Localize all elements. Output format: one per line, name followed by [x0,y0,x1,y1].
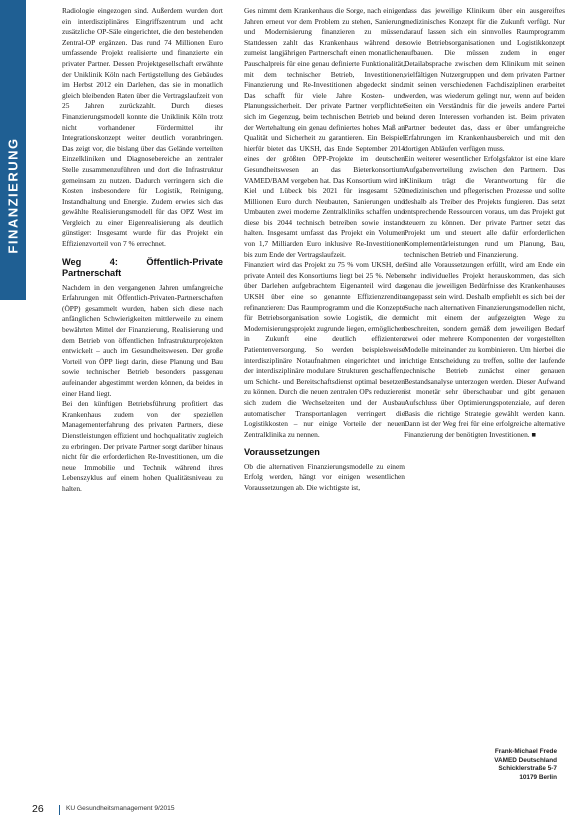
page-number: 26 [32,803,44,815]
author-name: Frank-Michael Frede [494,748,557,755]
footer-divider [59,805,60,815]
text-column-3 [404,6,565,440]
paragraph: Ein weiterer wesentlicher Erfolgsfaktor ist eine klare Aufgabenverteilung zwischen den Partnern. Das Klinikum trägt die Verantwortung für die medizinischen und pflegerischen Prozesse und sollte deshalb als Treiber des Projekts fungieren. Das setzt entsprechende Ressourcen voraus, um das Projekt gut steuern zu können. Der private Partner setzt das Projekt um und steuert alle dafür erforderlichen Komplementärleistungen rund um Planung, Bau, technischen Betrieb und Finanzierung. [404,154,565,259]
paragraph: Ob die alternativen Finanzierungsmodelle zu einem Erfolg werden, hängt vor einigen wesentlichen Voraussetzungen ab. Die wichtigste ist, [244,461,405,493]
paragraph: Bei den künftigen Betriebsführung profitiert das Krankenhaus zudem von der speziellen Managementerfahrung des privaten Partners, diese Dienstleistungen effizient und hochqualitativ zugleich zu erbringen. Der private Partner sorgt darüber hinaus nicht für die erforderlichen Re-Investitionen, um die neue Immobilie und Technik während ihres Lebenszyklus auf einem hohen Qualitätsniveau zu halten. [62,399,223,493]
author-company: VAMED Deutschland [494,756,557,764]
section-heading: Voraussetzungen [244,447,320,458]
paragraph: Sind alle Voraussetzungen erfüllt, wird am Ende ein sehr individuelles Projekt herauskommen, das sich genau die jeweiligen Bedürfnisse des Krankenhauses angepasst sein wird. Deshalb empfiehlt es sich bei der Suche nach alternativen Finanzierungsmodellen nicht, nicht mit einem der aufgezeigten Wege zu beschreiten, sondern gemäß dem jeweiligen Bedarf zwei oder mehrere Komponenten der vorgestellten Modelle miteinander zu kombinieren. Um hierbei die richtige Entscheidung zu treffen, sollte der laufende technische Betrieb zunächst einer genauen Bestandsanalyse unterzogen werden. Dieser Aufwand ist monetär sehr überschaubar und gibt genauen Aufschluss über Optimierungspotenziale, auf deren Basis die richtige Strategie gewählt werden kann. Dann ist der Weg frei für eine erfolgreiche alternative Finanzierung der benötigten Investitionen. ■ [404,260,565,439]
paragraph: Nachdem in den vergangenen Jahren umfangreiche Erfahrungen mit Öffentlich-Privaten-Partnerschaften (ÖPP) gesammelt wurden, haben sich diese nach anfänglichen Schwierigkeiten mittlerweile zu einem bewährten Mittel der Finanzierung, Realisierung und dem Betrieb von öffentlichen Infrastrukturprojekten entwickelt – auch im Gesundheitswesen. Der große Vorteil von ÖPP liegt darin, diese Planung und Bau sowie technischer Betrieb besonders passgenau aufeinander abgestimmt werden können, da beides in einer Hand liegt. [62,282,223,398]
author-block [494,748,557,782]
paragraph: Ges nimmt dem Krankenhaus die Sorge, nach einigen Jahren erneut vor dem Problem zu stehen, Sanierung und Modernisierung finanzieren zu müssen. Stattdessen zahlt das Krankenhaus während der zumeist langjährigen Partnerschaft einen monatlichen Pauschalpreis für eine genau definierte Funktionalität, mit dem technischer Betrieb, Investitionen, Finanzierung und Re-Investitionen abgedeckt sind. Das schafft für viele Jahre Kosten- und Planungssicherheit. Der private Partner verpflichtet sich im Gegenzug, beim technischen Betrieb und bei der Wertehaltung ein genau definiertes hohes Maß an Qualität und Sicherheit zu garantieren. Ein Beispiel hierfür bietet das UKSH, das Ende September 2014 eines der größten ÖPP-Projekte im deutschen Gesundheitswesen an das Bieterkonsortium VAMED/BAM vergeben hat. Das Konsortium wird in Kiel und Lübeck bis 2021 für insgesamt 520 Millionen Euro durch Neubauten, Sanierungen und Umbauten zwei moderne Zentralkliniks schaffen und diese bis 2044 technisch betreiben sowie instand halten. Insgesamt umfasst das Projekt ein Volumen von 1,7 Milliarden Euro inklusive Re-Investitionen bis zum Ende der Vertragslaufzeit. [244,6,405,259]
section-heading: Weg 4: Öffentlich-Private Partnerschaft [62,256,223,279]
paragraph: Radiologie eingezogen sind. Außerdem wurden dort ein interdisziplinäres Eingriffszentrum und acht zusätzliche OP-Säle eingerichtet, die den bestehenden Zentral-OP ergänzen. Das rund 74 Millionen Euro umfassende Projekt realisierte und finanzierte ein privater Partner. Dessen Projektgesellschaft erwähnte der Uniklinik Köln nach Fertigstellung des Gebäudes im Herbst 2012 ein Darlehen, das sie in monatlich gleich bleibenden Raten über die Vertragslaufzeit von 25 Jahren zurückzahlt. Durch dieses Finanzierungsmodell konnte die Uniklinik Köln trotz nicht vorhandener Fördermittel ihr Integrationskonzept weiter deutlich voranbringen. Das zeigt vor, die bislang über das Gelände verteilten Einzelkliniken und Diagnosebereiche an zentraler Stelle zusammenzuführen und dort die Infrastruktur gemeinsam zu nutzen. Dadurch verringern sich die Kosten insbesondere für Logistik, Reinigung, Instandhaltung und Energie. Zudem erwies sich das gewählte Realisierungsmodell für das OPZ West im Vergleich zu einer Eigenrealisierung als deutlich günstiger: Insgesamt wurde für das Projekt ein Effizienzvorteil von 7 % errechnet. [62,6,223,249]
paragraph: Finanziert wird das Projekt zu 75 % vom UKSH, der private Anteil des Konsortiums liegt bei 25 %. Neben über Darlehen aufgebrachtem Eigenanteil wird das UKSH über eine so genannte Effizienzrendite refinanzieren: Das Raumprogramm und die Konzepte für Betriebsorganisation sowie Logistik, die dem Modernisierungsprojekt zugrunde liegen, ermöglichen in Zukunft eine deutlich effizientere Patientenversorgung. So werden beispielsweise interdisziplinäre Notaufnahmen eingerichtet und in der interdisziplinäre modulare Strukturen geschaffen, um Schicht- und Bereitschaftsdienst optimal besetzen zu können. Durch die neuen zentralen OPs reduzieren sich zudem die Wechselzeiten und der Ausbau automatischer Transportanlagen verringert die Logistikkosten – nur einige Vorteile der neuen Zentralklinika zu nennen. [244,260,405,439]
journal-citation: KU Gesundheitsmanagement 9/2015 [66,805,175,812]
section-label: FINANZIERUNG [5,136,21,254]
text-column-2 [244,6,405,494]
author-city: 10179 Berlin [519,773,557,781]
text-column-1 [62,6,223,495]
author-street: Schicklerstraße 5-7 [498,765,557,773]
paragraph: dass das jeweilige Klinikum über ein ausgereiftes medizinisches Konzept für die Zukunft verfügt. Nur darauf lassen sich ein sinnvolles Raumprogramm sowie Betriebsorganisationen und Logistikkonzept aufbauen. Die müssen zudem in enger Detailabsprache zwischen dem Klinikum mit seinen vielfältigen Nutzergruppen und dem privaten Partner mit seinen verschiedenen Fachdisziplinen erarbeitet werden, was wiederum gelingt nur, wenn auf beiden Seiten ein Verständnis für die jeweils andere Partei und deren Interessen vorhanden ist. Beim privaten Partner bedeutet das, dass er über umfangreiche Erfahrungen im Krankenhausbereich und mit den dortigen Abläufen verfügen muss. [404,6,565,153]
